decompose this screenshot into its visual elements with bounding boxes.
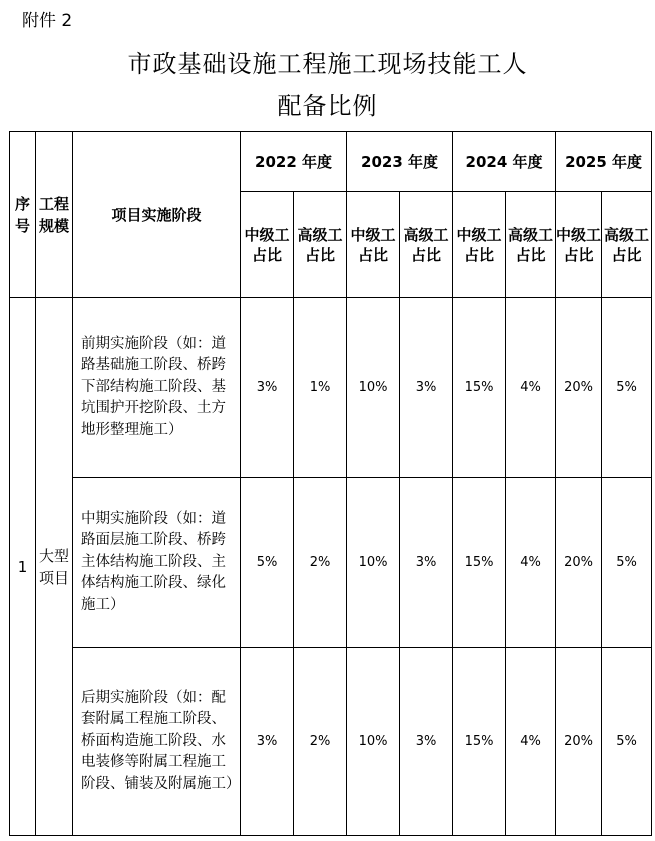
ratio-cell: 20%	[556, 648, 602, 836]
seq-header: 序号	[10, 132, 36, 298]
mid-ratio-header: 中级工占比	[453, 192, 506, 298]
ratio-cell: 5%	[602, 298, 652, 478]
ratio-cell: 15%	[453, 648, 506, 836]
ratio-cell: 20%	[556, 478, 602, 648]
senior-ratio-header: 高级工占比	[602, 192, 652, 298]
stage-cell: 中期实施阶段（如：道路面层施工阶段、桥跨主体结构施工阶段、主体结构施工阶段、绿化施工）	[73, 478, 241, 648]
ratio-cell: 2%	[294, 648, 347, 836]
ratio-cell: 4%	[506, 478, 556, 648]
ratio-cell: 4%	[506, 648, 556, 836]
ratio-cell: 3%	[400, 648, 453, 836]
document-title-line1: 市政基础设施工程施工现场技能工人	[127, 50, 528, 78]
ratio-cell: 15%	[453, 298, 506, 478]
ratio-cell: 3%	[241, 648, 294, 836]
mid-ratio-header: 中级工占比	[347, 192, 400, 298]
stage-header: 项目实施阶段	[73, 132, 241, 298]
annex-label: 附件 2	[22, 11, 73, 31]
table-row	[10, 478, 652, 648]
ratio-cell: 20%	[556, 298, 602, 478]
year-header: 2022 年度	[241, 132, 347, 192]
year-header: 2025 年度	[556, 132, 652, 192]
senior-ratio-header: 高级工占比	[506, 192, 556, 298]
stage-cell: 前期实施阶段（如：道路基础施工阶段、桥跨下部结构施工阶段、基坑围护开挖阶段、土方地形整理施工）	[73, 298, 241, 478]
ratio-cell: 3%	[400, 298, 453, 478]
year-header: 2023 年度	[347, 132, 453, 192]
ratio-cell: 3%	[241, 298, 294, 478]
ratio-table	[9, 131, 652, 836]
ratio-cell: 5%	[602, 648, 652, 836]
senior-ratio-header: 高级工占比	[400, 192, 453, 298]
ratio-cell: 2%	[294, 478, 347, 648]
ratio-cell: 10%	[347, 478, 400, 648]
stage-cell: 后期实施阶段（如：配套附属工程施工阶段、桥面构造施工阶段、水电装修等附属工程施工阶段、铺装及附属施工）	[73, 648, 241, 836]
table-row	[10, 298, 652, 478]
year-header: 2024 年度	[453, 132, 556, 192]
ratio-cell: 1%	[294, 298, 347, 478]
mid-ratio-header: 中级工占比	[241, 192, 294, 298]
senior-ratio-header: 高级工占比	[294, 192, 347, 298]
document-title-line2: 配备比例	[277, 92, 378, 120]
ratio-cell: 10%	[347, 648, 400, 836]
ratio-cell: 10%	[347, 298, 400, 478]
ratio-cell: 5%	[241, 478, 294, 648]
table-row	[10, 648, 652, 836]
ratio-cell: 3%	[400, 478, 453, 648]
scale-cell: 大型项目	[36, 298, 73, 836]
scale-header: 工程规模	[36, 132, 73, 298]
ratio-cell: 15%	[453, 478, 506, 648]
ratio-cell: 5%	[602, 478, 652, 648]
seq-cell: 1	[10, 298, 36, 836]
mid-ratio-header: 中级工占比	[556, 192, 602, 298]
ratio-cell: 4%	[506, 298, 556, 478]
